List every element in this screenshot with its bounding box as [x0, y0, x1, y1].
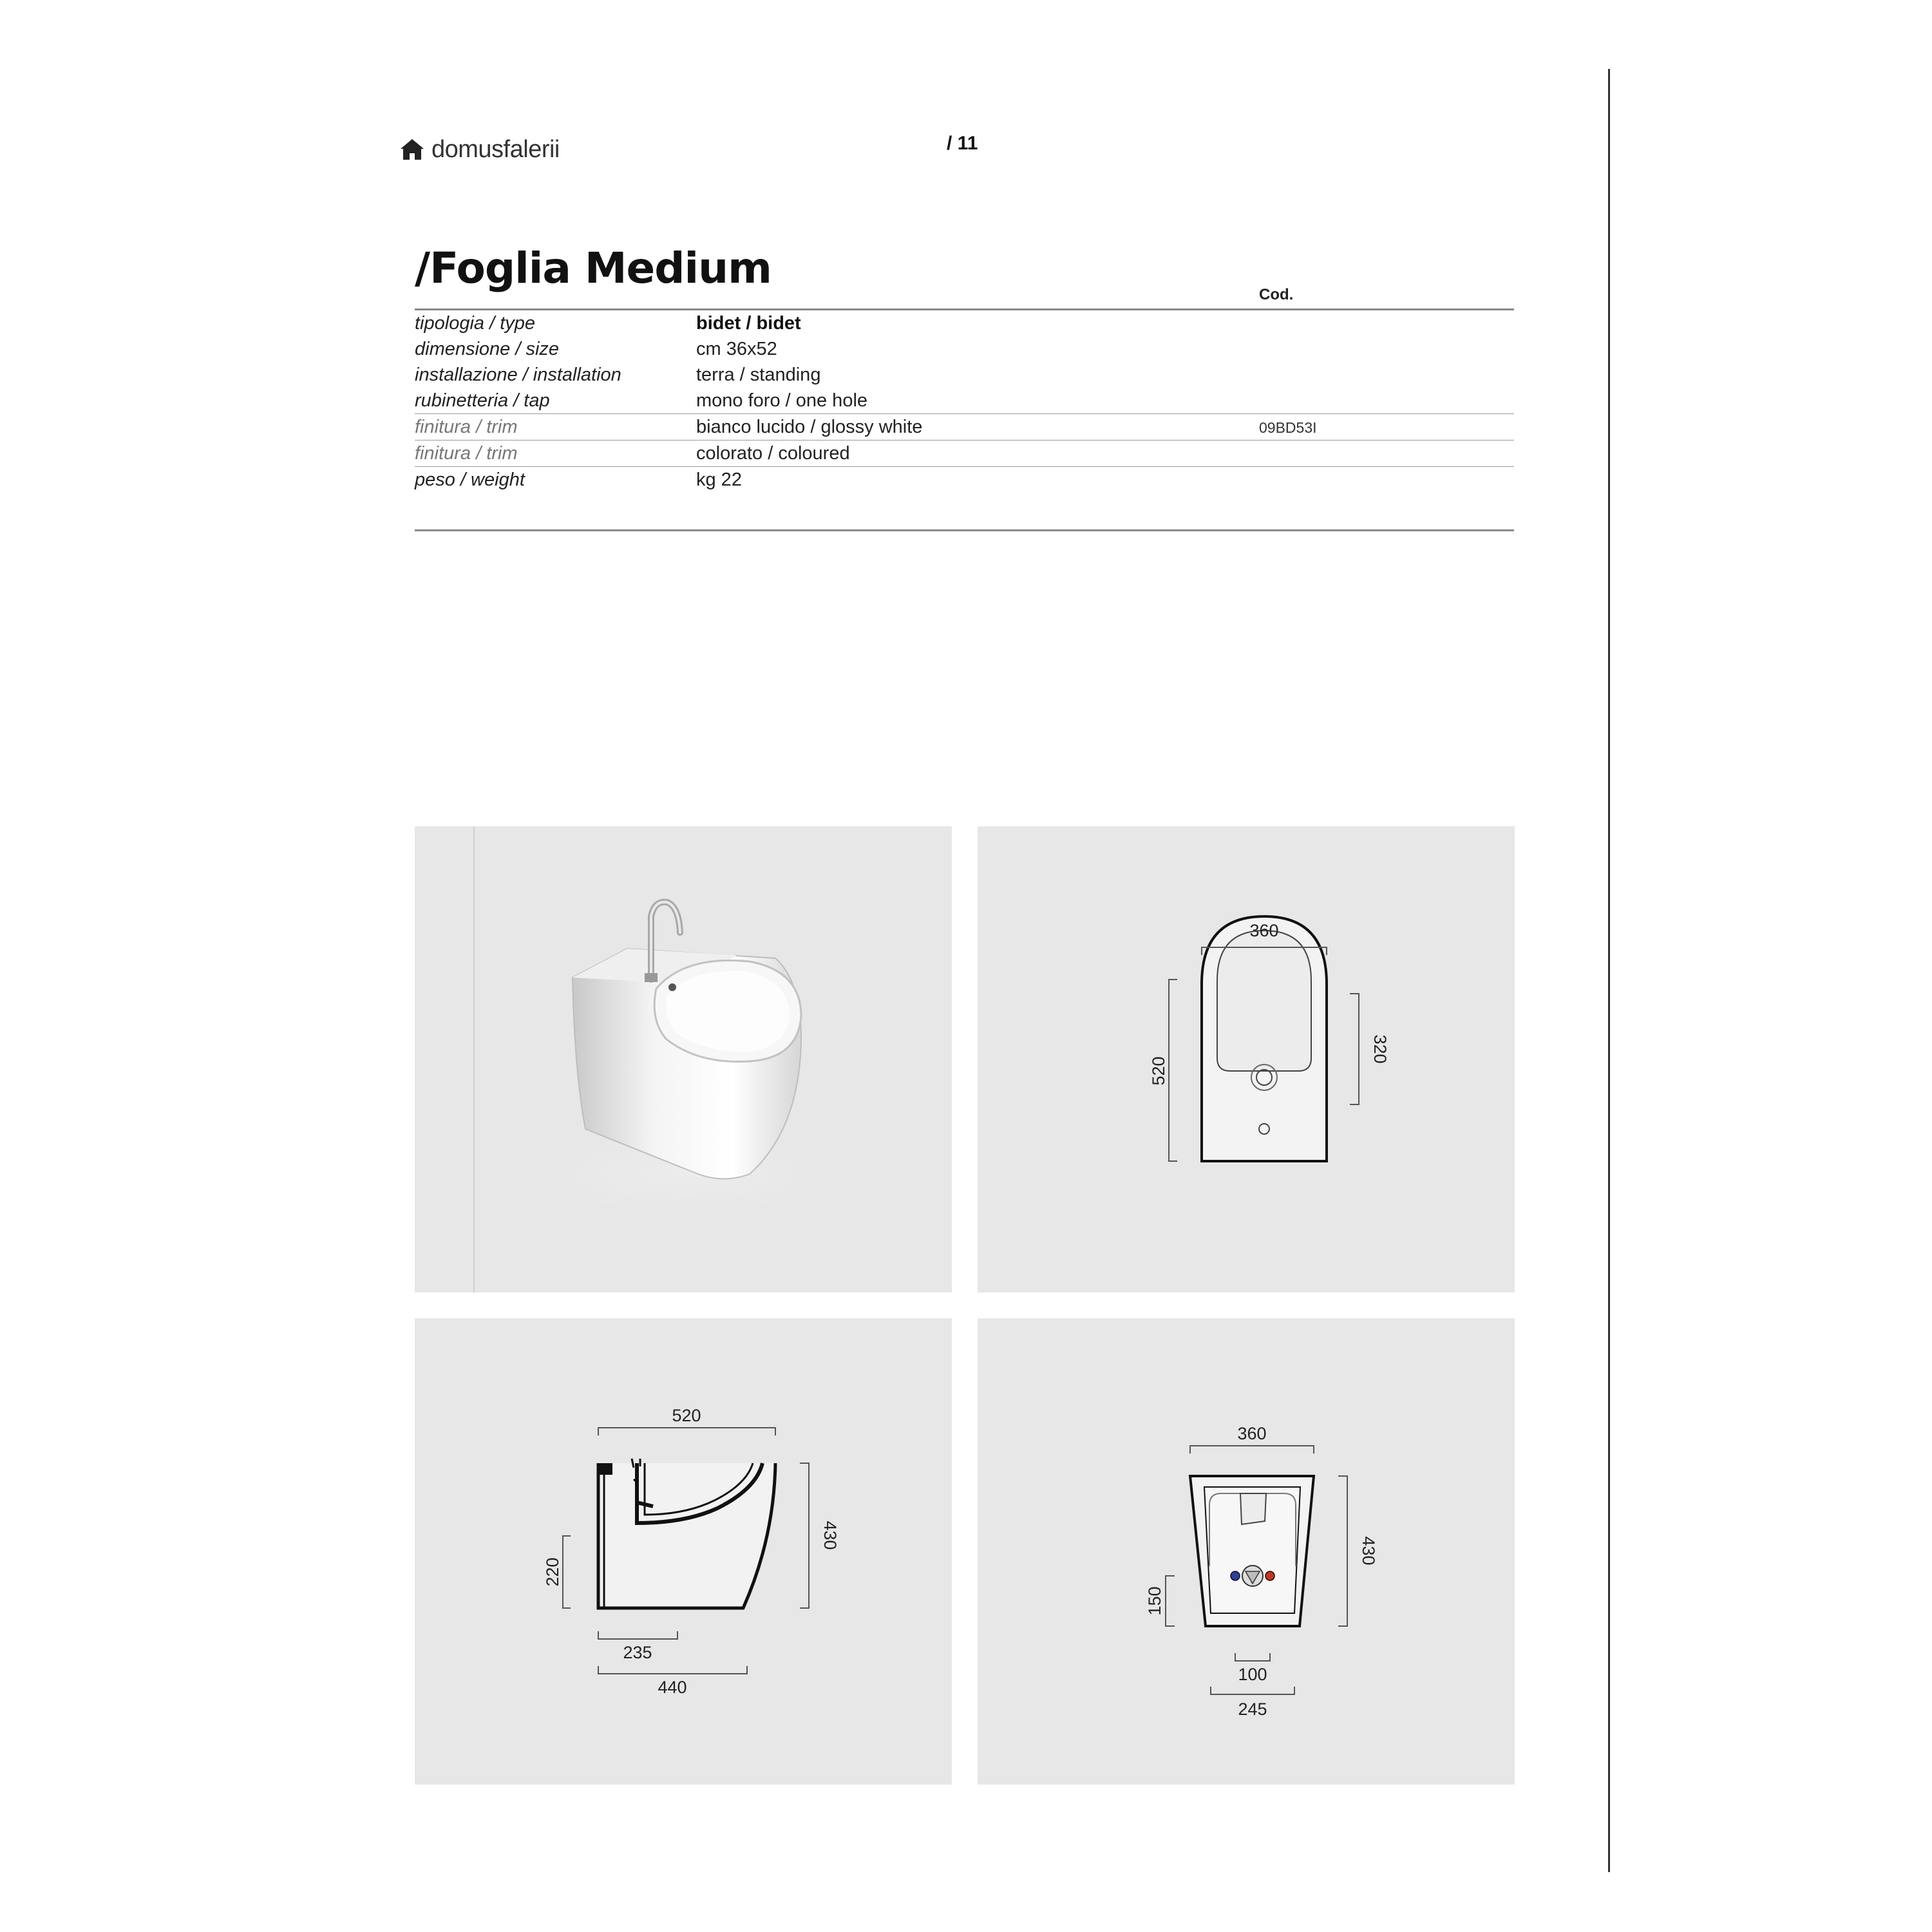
dim-base-depth-label: 440: [658, 1678, 687, 1697]
bidet-render-image: [415, 826, 952, 1293]
code-column-header: Cod.: [1259, 286, 1294, 303]
page-number: / 11: [947, 133, 978, 154]
spec-label: finitura / trim: [415, 443, 518, 464]
spec-label: installazione / installation: [415, 365, 621, 385]
spec-value: kg 22: [696, 469, 742, 490]
cold-tap-icon: [1231, 1571, 1240, 1580]
spec-row: [415, 467, 1514, 493]
spec-row: [415, 362, 1514, 388]
spec-value: mono foro / one hole: [696, 390, 868, 411]
product-code: 09BD53I: [1259, 419, 1317, 436]
spec-table: [415, 308, 1514, 493]
dim-base-width-label: 245: [1238, 1700, 1267, 1719]
rear-view-drawing: [978, 1318, 1515, 1785]
dim-width-label: 360: [1249, 921, 1279, 940]
product-photo-panel: [415, 826, 952, 1293]
page-edge-rule: [1608, 69, 1610, 1872]
dim-drain-width-label: 100: [1238, 1665, 1267, 1684]
spec-label: peso / weight: [415, 469, 525, 490]
spec-row: [415, 388, 1514, 413]
top-view-panel: [978, 826, 1515, 1293]
dim-height-label: 430: [1359, 1536, 1378, 1566]
spec-label: tipologia / type: [415, 313, 536, 334]
spec-bottom-rule: [415, 529, 1514, 531]
spec-row: [415, 336, 1514, 362]
dim-bowl-label: 320: [1370, 1034, 1390, 1064]
hot-tap-icon: [1265, 1571, 1274, 1580]
spec-label: rubinetteria / tap: [415, 390, 550, 411]
dim-depth-label: 520: [672, 1406, 701, 1425]
dim-drain-offset-label: 235: [623, 1643, 652, 1662]
side-view-drawing: [415, 1318, 952, 1785]
spec-row: [415, 310, 1514, 336]
spec-value: bidet / bidet: [696, 313, 801, 334]
brand-logo: [399, 134, 560, 165]
dim-inlet-height-label: 220: [543, 1557, 562, 1587]
rear-view-panel: [978, 1318, 1515, 1785]
spec-value: colorato / coloured: [696, 443, 850, 464]
dim-drain-height-label: 150: [1145, 1586, 1164, 1616]
spec-label: finitura / trim: [415, 417, 518, 437]
spec-value: cm 36x52: [696, 339, 777, 359]
spec-row-finish: [415, 413, 1514, 440]
dim-width-label: 360: [1237, 1424, 1267, 1443]
spec-row-finish: [415, 440, 1514, 467]
product-title: /Foglia Medium: [415, 243, 772, 293]
side-view-panel: [415, 1318, 952, 1785]
brand-name: domusfalerii: [431, 135, 560, 163]
spec-value: terra / standing: [696, 365, 821, 385]
dim-height-label: 430: [820, 1520, 840, 1550]
house-icon: [399, 138, 425, 161]
spec-value: bianco lucido / glossy white: [696, 417, 923, 437]
dim-depth-label: 520: [1149, 1056, 1168, 1086]
spec-label: dimensione / size: [415, 339, 560, 359]
top-view-drawing: [978, 826, 1515, 1293]
